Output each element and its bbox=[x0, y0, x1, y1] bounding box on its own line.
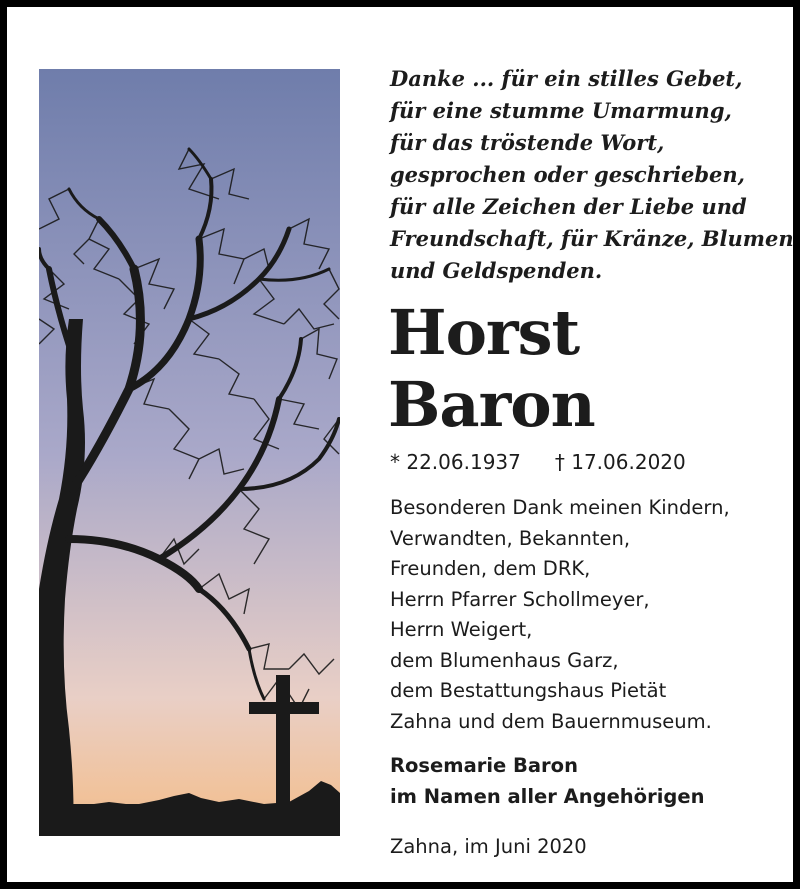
life-dates bbox=[390, 447, 790, 477]
memorial-photo bbox=[39, 69, 340, 836]
tree-cross-silhouette-image bbox=[39, 69, 340, 836]
deceased-name bbox=[388, 297, 790, 441]
thanks-poem bbox=[390, 63, 794, 287]
signatory bbox=[390, 751, 790, 812]
notice-text-column bbox=[388, 63, 794, 862]
thanks-line: Freunden, dem DRK, bbox=[390, 557, 591, 580]
thanks-line: Zahna und dem Bauernmuseum. bbox=[390, 709, 712, 733]
thanks-line: Herrn Pfarrer Schollmeyer, bbox=[390, 587, 650, 611]
thanks-line: dem Blumenhaus Garz, bbox=[390, 648, 619, 672]
poem-line: für das tröstende Wort, bbox=[390, 130, 665, 155]
thanks-line: dem Bestattungshaus Pietät bbox=[390, 679, 667, 702]
place-and-date: Zahna, im Juni 2020 bbox=[390, 835, 587, 858]
thanks-line: Verwandten, Bekannten, bbox=[390, 526, 631, 550]
poem-line: Danke ... für ein stilles Gebet, bbox=[390, 66, 743, 91]
thanks-line: Besonderen Dank meinen Kindern, bbox=[390, 496, 730, 519]
poem-line: für alle Zeichen der Liebe und bbox=[390, 194, 747, 219]
special-thanks bbox=[390, 493, 790, 737]
signer-note: im Namen aller Angehörigen bbox=[390, 784, 705, 808]
death-date: † 17.06.2020 bbox=[554, 450, 686, 474]
birth-date: * 22.06.1937 bbox=[390, 450, 521, 474]
poem-line: Freundschaft, für Kränze, Blumen bbox=[390, 226, 794, 251]
poem-line: und Geldspenden. bbox=[390, 258, 603, 283]
poem-line: gesprochen oder geschrieben, bbox=[390, 162, 745, 187]
signer-name: Rosemarie Baron bbox=[390, 754, 578, 777]
thanks-line: Herrn Weigert, bbox=[390, 618, 533, 641]
poem-line: für eine stumme Umarmung, bbox=[390, 98, 732, 123]
last-name: Baron bbox=[388, 368, 595, 441]
first-name: Horst bbox=[388, 296, 580, 369]
